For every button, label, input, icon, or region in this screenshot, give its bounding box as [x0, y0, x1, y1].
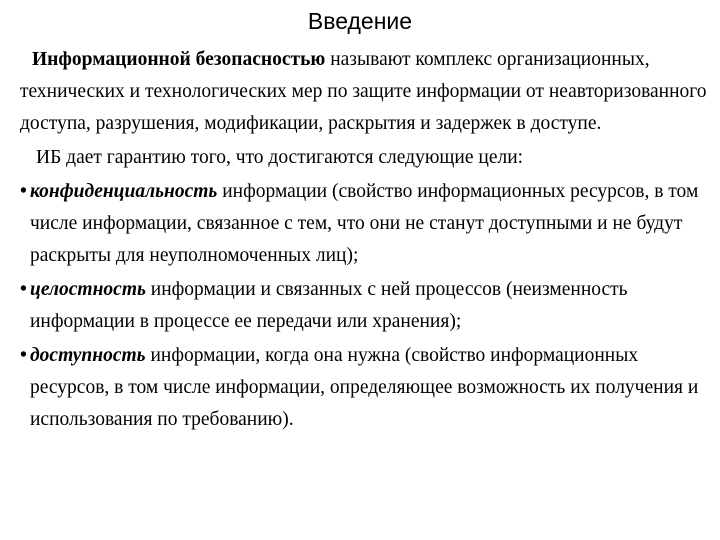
bullet-icon: • — [20, 279, 27, 300]
bullet-icon: • — [20, 345, 27, 366]
goal-description: информации (свойство информационных ресурсов, в том числе информации, связанное с тем, что они не станут доступными и не будут раскрыты для неуполномоченных лиц); — [30, 181, 699, 266]
intro-term: Информационной безопасностью — [32, 49, 326, 70]
goal-item-confidentiality — [20, 176, 710, 272]
slide-body — [20, 44, 710, 436]
intro-paragraph — [20, 44, 710, 140]
bullet-icon: • — [20, 181, 27, 202]
goal-item-availability — [20, 340, 710, 436]
goal-item-integrity — [20, 274, 710, 338]
goal-term: конфиденциальность — [30, 181, 218, 202]
slide-title: Введение — [307, 8, 413, 34]
goal-description: информации, когда она нужна (свойство информационных ресурсов, в том числе информации, определяющее возможность их получения и использования по требованию). — [30, 345, 699, 430]
goal-text — [30, 340, 710, 436]
goal-term: целостность — [30, 279, 146, 300]
goals-intro: ИБ дает гарантию того, что достигаются следующие цели: — [36, 147, 524, 168]
goal-term: доступность — [30, 345, 146, 366]
goal-description: информации и связанных с ней процессов (неизменность информации в процессе ее передачи или хранения); — [30, 279, 628, 332]
intro-text: называют комплекс организационных, технических и технологических мер по защите информации от неавторизованного доступа, разрушения, модификации, раскрытия и задержек в доступе. — [20, 49, 707, 134]
goal-text — [30, 274, 710, 338]
goal-text — [30, 176, 710, 272]
